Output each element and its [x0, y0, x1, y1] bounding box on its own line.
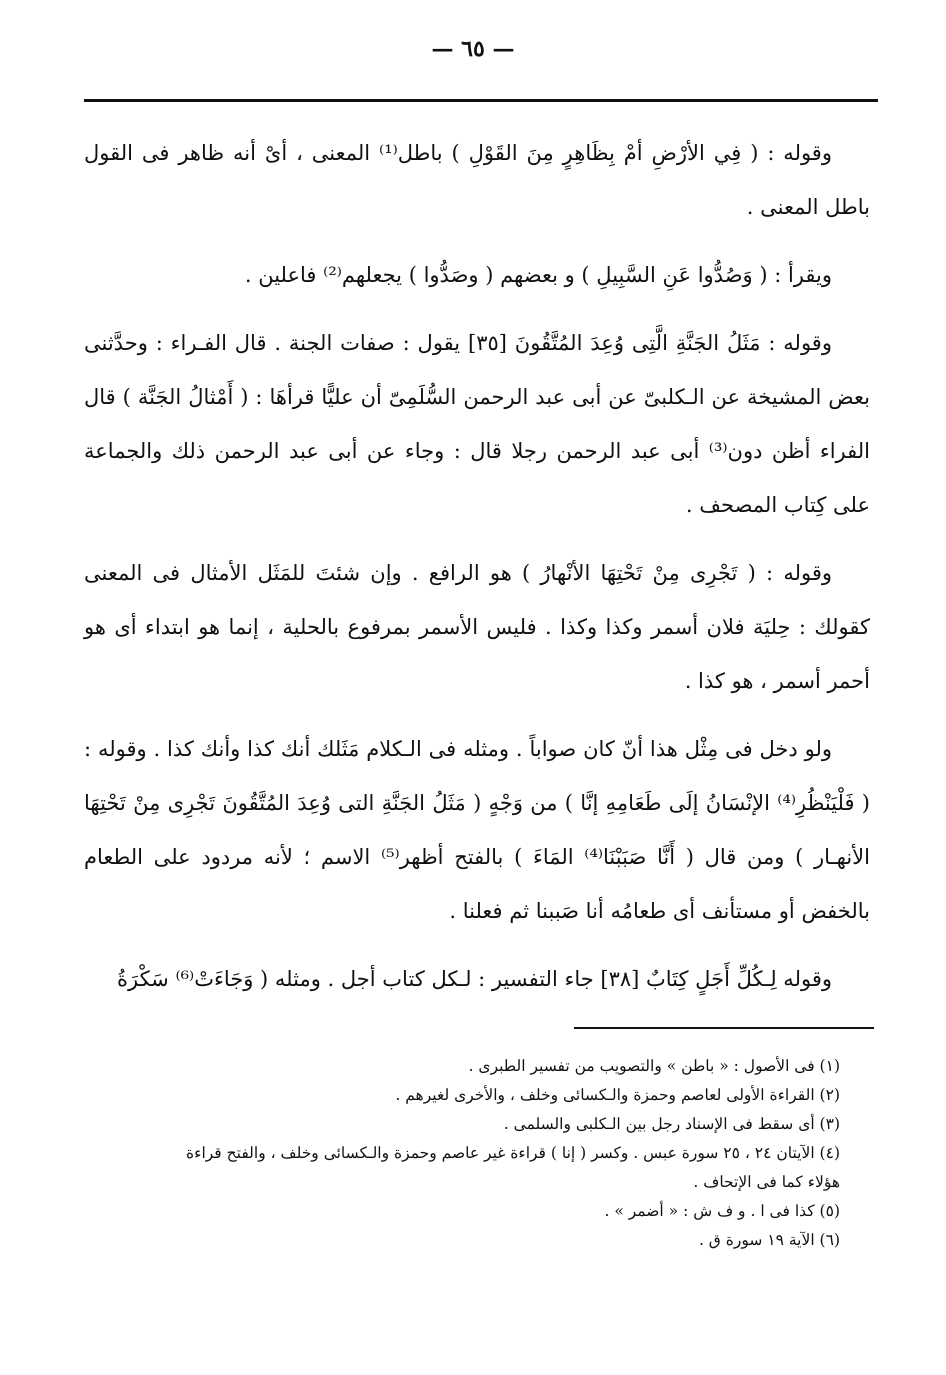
paragraph: وقوله : مَثَلُ الجَنَّةِ الَّتِى وُعِدَ المُتَّقُونَ [٣٥] يقول : صفات الجنة . قال الفـراء : وحدَّثنى بعض المشيخة عن الـكلبىّ عن أبى عبد الرحمن السُّلَمِىّ أن عليًّا قرأهَا : ( أَمْثالُ الجَنَّة ) قال الفراء أظن دون⁽³⁾ أبى عبد الرحمن رجلا قال : وجاء عن أبى عبد الرحمن ذلك والجماعة على كِتاب المصحف . [84, 331, 870, 517]
paragraph: وقوله : ( فِي الأرْضِ أمْ بِظَاهِرٍ مِنَ القَوْلِ ) باطل⁽¹⁾ المعنى ، أىْ أنه ظاهر فى القول باطل المعنى . [84, 141, 870, 219]
footnote: (١) فى الأصول : « باطن » والتصويب من تفسير الطبرى . [468, 1057, 840, 1075]
paragraph: ولو دخل فى مِثْل هذا أنّ كان صواباً . ومثله فى الـكلام مَثَلك أنك كذا وأنك كذا . وقوله : ( فَلْيَنْظُرِ⁽⁴⁾ الإنْسَانُ إلَى طَعَامِهِ إنَّا ) من وَجْهٍ ( مَثَلُ الجَنَّةِ التى وُعِدَ المُتَّقُونَ تَجْرِى مِنْ تَحْتِهَا الأنهـار ) ومن قال ( أَنَّا صَبَبْنَا⁽⁴⁾ المَاءَ ) بالفتح أظهر⁽⁵⁾ الاسم ؛ لأنه مردود على الطعام بالخفض أو مستأنف أى طعامُه أنا صَببنا ثم فعلنا . [84, 737, 870, 923]
footnote: (٥) كذا فى ا . و ف ش : « أضمر » . [604, 1202, 840, 1220]
paragraph: ويقرأ : ( وَصُدُّوا عَنِ السَّبِيلِ ) و بعضهم ( وصَدُّوا ) يجعلهم⁽²⁾ فاعلين . [244, 263, 832, 287]
footnote: (٤) الآيتان ٢٤ ، ٢٥ سورة عبس . وكسر ( إنا ) قراءة غير عاصم وحمزة والـكسائى وخلف ، والفتح قراءة [186, 1144, 840, 1162]
footnote-continuation: هؤلاء كما فى الإتحاف . [693, 1173, 840, 1191]
footnotes [84, 1052, 870, 1255]
footnote: (٢) القراءة الأولى لعاصم وحمزة والـكسائى وخلف ، والأخرى لغيرهم . [395, 1086, 840, 1104]
footnote: (٣) أى سقط فى الإسناد رجل بين الـكلبى والسلمى . [503, 1115, 840, 1133]
main-text [84, 126, 870, 1020]
page-number: — ٦٥ — [431, 36, 515, 62]
footnote: (٦) الآية ١٩ سورة ق . [698, 1231, 840, 1249]
paragraph: وقوله : ( تَجْرِى مِنْ تَحْتِهَا الأنْهارُ ) هو الرافع . وإن شئتَ للمَثَل الأمثال فى المعنى كقولك : حِليَة فلان أسمر وكذا وكذا . فليس الأسمر بمرفوع بالحلية ، إنما هو ابتداء أى هو أحمر أسمر ، هو كذا . [84, 561, 870, 693]
footnote-rule [574, 1027, 874, 1029]
paragraph: وقوله لِـكُلِّ أَجَلٍ كِتَابٌ [٣٨] جاء التفسير : لـكل كتاب أجل . ومثله ( وَجَاءَتْ⁽⁶⁾ سَكْرَةُ [117, 967, 832, 991]
header-rule [84, 99, 878, 102]
